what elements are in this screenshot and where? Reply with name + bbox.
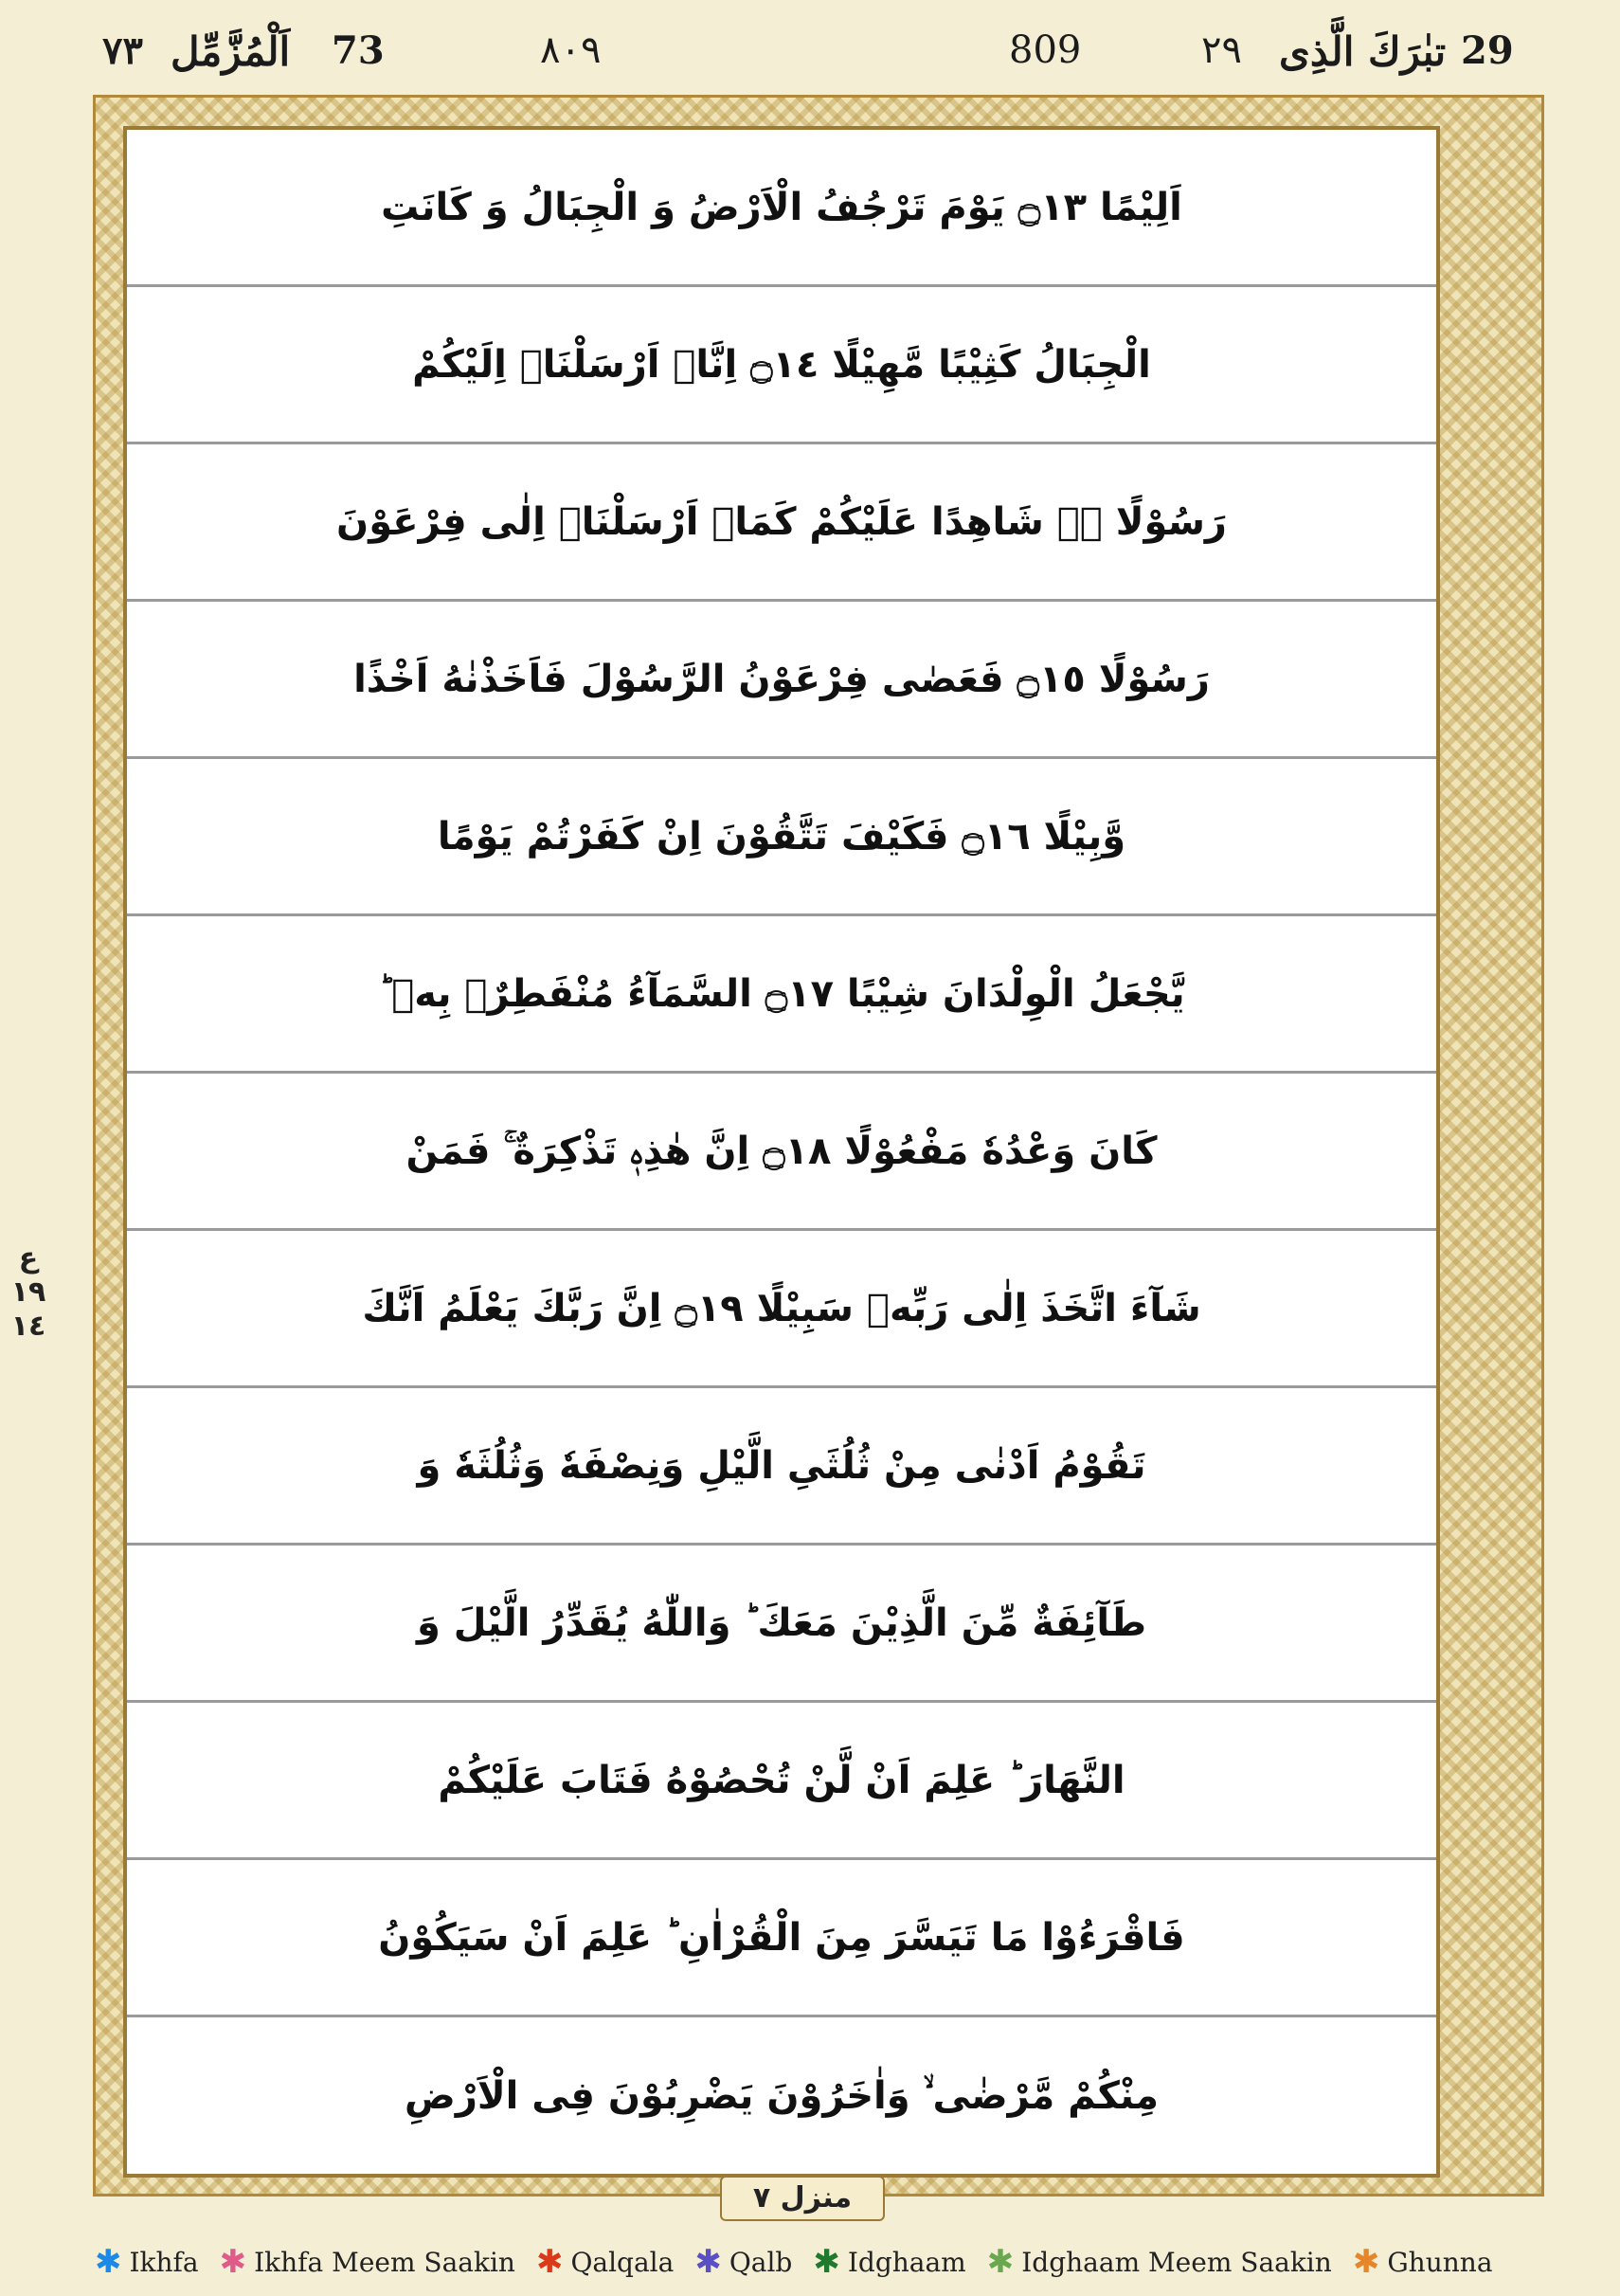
legend-item-ikhfa [95,2243,199,2281]
star-icon: ✱ [694,2243,722,2281]
tajweed-legend [95,2238,1573,2286]
quran-text-panel [127,130,1436,2174]
ruku-marker-top: ع [18,1241,39,1275]
para-name: تبٰرَكَ الَّذِی [1279,28,1447,75]
surah-name: اَلْمُزَّمِّل [171,28,291,75]
legend-item-idghaam [813,2243,966,2281]
text-line: مِنْكُمْ مَّرْضٰی ۙ وَاٰخَرُوْنَ یَضْرِبُوْنَ فِی الْاَرْضِ [405,2074,1159,2118]
legend-label: Idghaam [847,2246,966,2278]
text-line: النَّهَارَ ؕ عَلِمَ اَنْ لَّنْ تُحْصُوْهُ فَتَابَ عَلَیْكُمْ [127,1703,1436,1860]
ruku-marker-middle: ١٩ [10,1275,46,1309]
text-line: شَآءَ اتَّخَذَ اِلٰی رَبِّهٖ سَبِیْلًا ۝١٩ اِنَّ رَبَّكَ یَعْلَمُ اَنَّكَ [127,1231,1436,1388]
text-line: یَّجْعَلُ الْوِلْدَانَ شِیْبًا ۝١٧ السَّمَآءُ مُنْفَطِرٌۢ بِهٖ ؕ [127,916,1436,1074]
page-number-arabic: ٨٠٩ [540,28,602,72]
ruku-marker [8,1241,49,1344]
star-icon: ✱ [813,2243,840,2281]
legend-item-ghunna [1352,2243,1493,2281]
manzil-label: منزل ٧ [720,2176,885,2221]
star-icon: ✱ [535,2243,564,2281]
legend-label: Ikhfa Meem Saakin [254,2246,515,2278]
text-line: رَسُوْلًا ۙ۬ شَاهِدًا عَلَیْكُمْ كَمَاۤ اَرْسَلْنَاۤ اِلٰی فِرْعَوْنَ [127,444,1436,602]
legend-item-ikhfa-meem-saakin [219,2243,515,2281]
legend-label: Qalb [729,2246,793,2278]
text-line: اَلِیْمًا ۝١٣ یَوْمَ تَرْجُفُ الْاَرْضُ وَ الْجِبَالُ وَ كَانَتِ [127,130,1436,287]
legend-label: Ghunna [1387,2246,1493,2278]
text-line: كَانَ وَعْدُهٗ مَفْعُوْلًا ۝١٨ اِنَّ هٰذِهٖ تَذْكِرَةٌ ۚ فَمَنْ [127,1074,1436,1231]
text-line: فَاقْرَءُوْا مَا تَیَسَّرَ مِنَ الْقُرْاٰنِ ؕ عَلِمَ اَنْ سَیَكُوْنُ [127,1860,1436,2017]
legend-item-qalb [694,2243,793,2281]
star-icon: ✱ [95,2243,122,2281]
legend-item-idghaam-meem-saakin [986,2243,1332,2281]
text-line: طَآئِفَةٌ مِّنَ الَّذِیْنَ مَعَكَ ؕ وَاللّٰهُ یُقَدِّرُ الَّیْلَ وَ [127,1546,1436,1703]
page-number: 809 [1009,28,1082,72]
star-icon: ✱ [1352,2243,1380,2281]
text-line: الْجِبَالُ كَثِیْبًا مَّهِیْلًا ۝١٤ اِنَّاۤ اَرْسَلْنَاۤ اِلَیْكُمْ [127,287,1436,444]
surah-number: 73 [332,28,385,73]
legend-label: Ikhfa [129,2246,199,2278]
text-line: تَقُوْمُ اَدْنٰی مِنْ ثُلُثَیِ الَّیْلِ وَنِصْفَهٗ وَثُلُثَهٗ وَ [127,1388,1436,1546]
surah-number-arabic: ٧٣ [102,28,143,73]
legend-label: Qalqala [570,2246,675,2278]
legend-label: Idghaam Meem Saakin [1021,2246,1332,2278]
page-header [0,0,1620,95]
legend-item-qalqala [535,2243,675,2281]
text-line: وَّبِیْلًا ۝١٦ فَكَیْفَ تَتَّقُوْنَ اِنْ كَفَرْتُمْ یَوْمًا [127,759,1436,916]
star-icon: ✱ [986,2243,1015,2281]
star-icon: ✱ [219,2243,247,2281]
para-number: 29 [1461,28,1514,73]
text-line: رَسُوْلًا ۝١٥ فَعَصٰی فِرْعَوْنُ الرَّسُوْلَ فَاَخَذْنٰهُ اَخْذًا [127,602,1436,759]
ruku-marker-bottom: ١٤ [10,1310,46,1343]
para-number-arabic: ٢٩ [1201,28,1242,72]
